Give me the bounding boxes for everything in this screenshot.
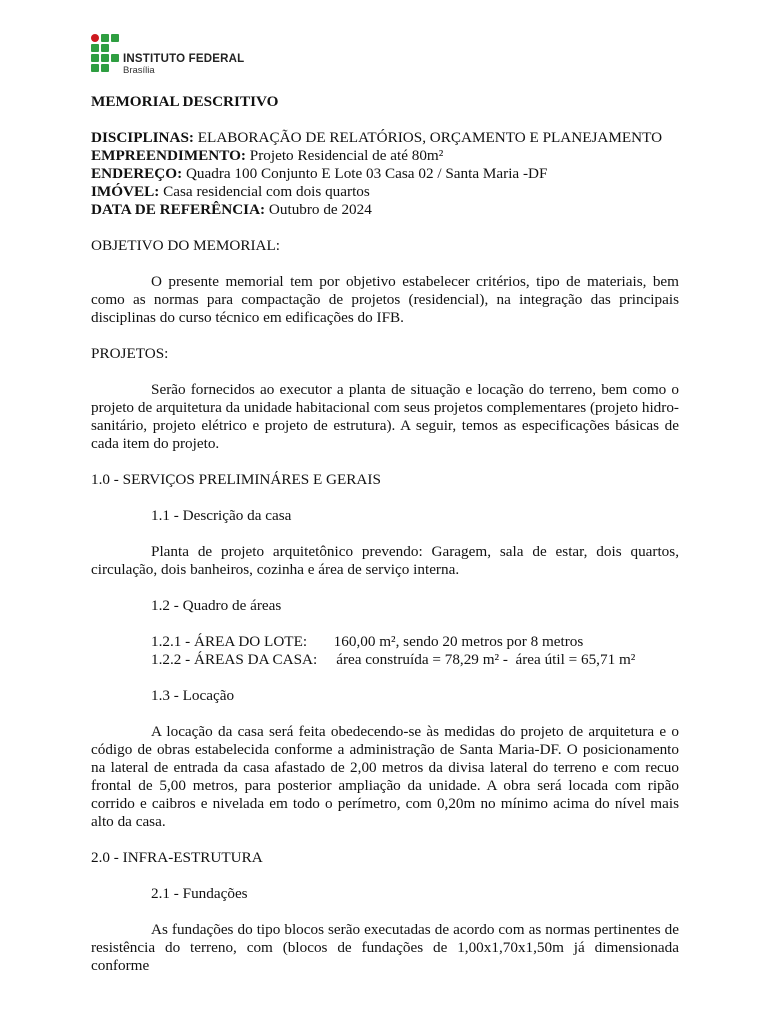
meta-value: Quadra 100 Conjunto E Lote 03 Casa 02 / Santa Maria -DF <box>182 165 548 182</box>
objective-paragraph: O presente memorial tem por objetivo estabelecer critérios, tipo de materiais, bem como as normas para compactação de projetos (residencial), na integração das principais disciplinas do curso técnico em edificações do IFB. <box>91 273 679 326</box>
area-lote-line: 1.2.1 - ÁREA DO LOTE: 160,00 m², sendo 20 metros por 8 metros <box>151 633 584 650</box>
subsection-1-3-paragraph: A locação da casa será feita obedecendo-se às medidas do projeto de arquitetura e o código de obras estabelecida conforme a administração de Santa Maria-DF. O posicionamento na lateral de entrada da casa afastado de 2,00 metros da divisa lateral do terreno e com recuo frontal de 5,00 metros, para posterior ampliação da unidade. A obra será locada com ripão corrido e caibros e nivelada em todo o perímetro, com 0,20m no mínimo acima do nível mais alto da casa. <box>91 723 679 830</box>
meta-value: ELABORAÇÃO DE RELATÓRIOS, ORÇAMENTO E PLANEJAMENTO <box>193 129 663 146</box>
subsection-1-3-heading: 1.3 - Locação <box>151 687 235 704</box>
projects-heading: PROJETOS: <box>91 345 169 362</box>
if-logo-icon <box>91 34 119 76</box>
meta-value: Projeto Residencial de até 80m² <box>245 147 444 164</box>
projects-paragraph: Serão fornecidos ao executor a planta de situação e locação do terreno, bem como o projeto de arquitetura da unidade habitacional com seus projetos complementares (projeto hidro-sanitário, projeto elétrico e projeto de estrutura). A seguir, temos as especificações básicas de cada item do projeto. <box>91 381 679 452</box>
meta-label: ENDEREÇO: <box>91 165 183 182</box>
institution-name: INSTITUTO FEDERAL <box>123 53 245 65</box>
meta-label: DATA DE REFERÊNCIA: <box>91 201 266 218</box>
meta-label: IMÓVEL: <box>91 183 160 200</box>
meta-label: DISCIPLINAS: <box>91 129 194 146</box>
meta-data-referencia <box>91 201 679 219</box>
meta-empreendimento <box>91 147 679 165</box>
subsection-1-1-heading: 1.1 - Descrição da casa <box>151 507 292 524</box>
subsection-2-1-heading: 2.1 - Fundações <box>151 885 248 902</box>
area-casa-line: 1.2.2 - ÁREAS DA CASA: área construída = 78,29 m² - área útil = 65,71 m² <box>151 651 636 668</box>
objective-heading: OBJETIVO DO MEMORIAL: <box>91 237 280 254</box>
meta-disciplinas <box>91 129 679 147</box>
subsection-1-1-paragraph: Planta de projeto arquitetônico prevendo: Garagem, sala de estar, dois quartos, circulação, dois banheiros, cozinha e área de serviço interna. <box>91 543 679 578</box>
section-1-heading: 1.0 - SERVIÇOS PRELIMINÁRES E GERAIS <box>91 471 381 488</box>
meta-value: Outubro de 2024 <box>265 201 372 218</box>
campus-name: Brasília <box>123 65 155 76</box>
subsection-2-1-paragraph: As fundações do tipo blocos serão executadas de acordo com as normas pertinentes de resistência do terreno, com (blocos de fundações de 1,00x1,70x1,50m já dimensionada conforme <box>91 921 679 974</box>
document-title: MEMORIAL DESCRITIVO <box>91 93 279 110</box>
section-2-heading: 2.0 - INFRA-ESTRUTURA <box>91 849 263 866</box>
meta-imovel <box>91 183 679 201</box>
document-metadata <box>91 129 679 219</box>
meta-endereco <box>91 165 679 183</box>
meta-value: Casa residencial com dois quartos <box>159 183 370 200</box>
meta-label: EMPREENDIMENTO: <box>91 147 246 164</box>
subsection-1-2-heading: 1.2 - Quadro de áreas <box>151 597 282 614</box>
document-body <box>91 93 679 975</box>
